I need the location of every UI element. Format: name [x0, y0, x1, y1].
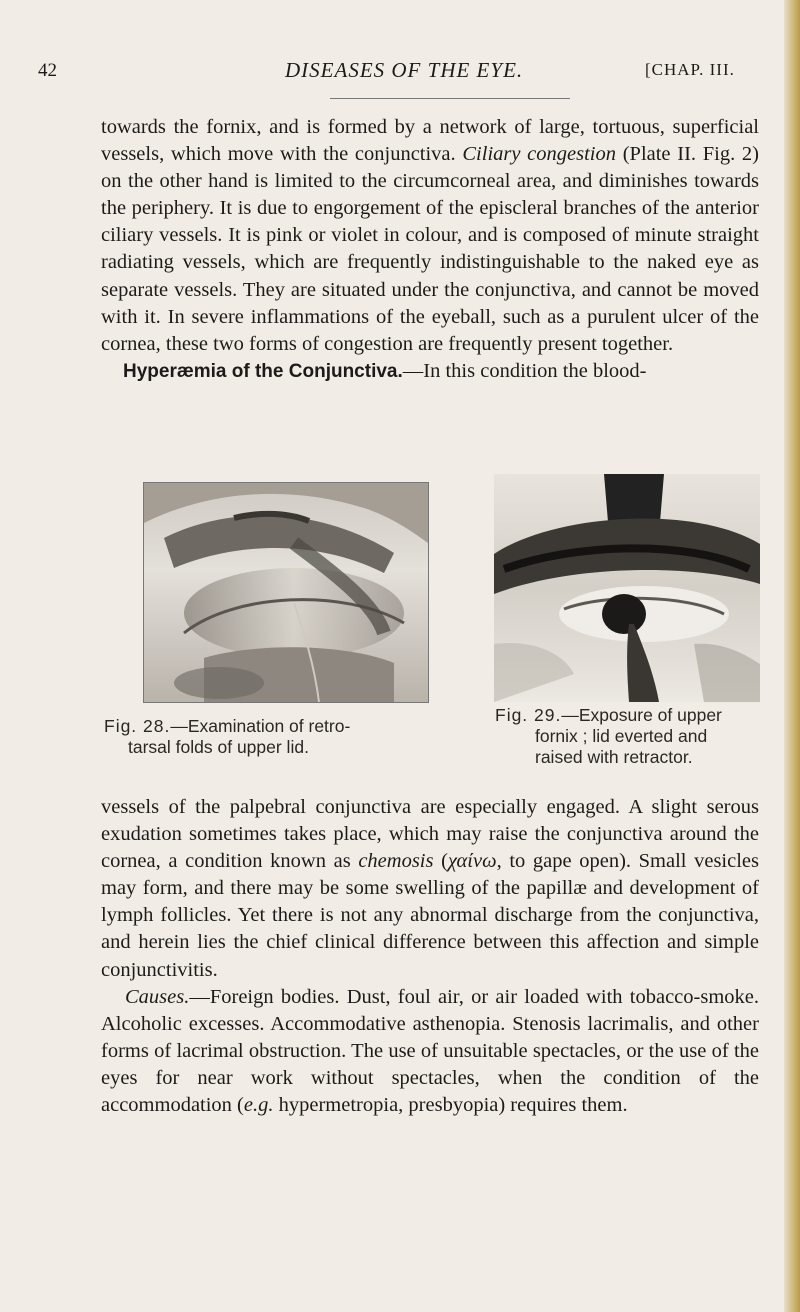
causes-heading: Causes. — [125, 986, 190, 1008]
term-ciliary-congestion: Ciliary congestion — [462, 143, 616, 166]
paragraph-causes: Causes.—Foreign bodies. Dust, foul air, or air loaded with tobacco-smoke. Alcoholic excesses. Accommodative asthenopia. Stenosis lacrimalis, and other forms of lacrimal obstruction. The use of unsuitable spectacles, or the use of the eyes for near work without spectacles, when the condition of the accommodation (e.g. hypermetropia, presbyopia) requires them. — [101, 986, 759, 1117]
paragraph-congestion: towards the fornix, and is formed by a network of large, tortuous, superficial vessels, which move with the conjunctiva. Ciliary congestion (Plate II. Fig. 2) on the other hand is limited to the circumcorneal area, and diminishes towards the periphery. It is due to engorgement of the episcleral branches of the anterior ciliary vessels. It is pink or violet in colour, and is composed of minute straight radiating vessels, which are frequently indistinguishable to the naked eye as separate vessels. They are situated under the conjunctiva, and cannot be moved with it. In severe inflammations of the eyeball, such as a purulent ulcer of the cornea, these two forms of congestion are frequently present together. Hyperæmia of the Conjunctiva.—In this condition the blood- — [101, 116, 759, 382]
greek-word: χαίνω — [447, 850, 497, 873]
figure-29-illustration — [494, 474, 760, 702]
header-rule — [0, 98, 800, 99]
page-number: 42 — [38, 60, 57, 81]
paragraph-hyperaemia: vessels of the palpebral conjunctiva are especially engaged. A slight serous exudation sometimes takes place, which may raise the conjunctiva around the cornea, a condition known as chemosis (χαίνω, to gape open). Small vesicles may form, and there may be some swelling of the papillæ and development of lymph follicles. Yet there is not any abnormal discharge from the conjunctiva, and herein lies the chief clinical difference between this affection and simple conjunctivitis. — [101, 796, 760, 981]
figure-29-caption: Fig. 29.—Exposure of upper fornix ; lid everted and raised with retractor. — [495, 705, 722, 767]
section-heading-hyperaemia: Hyperæmia of the Conjunctiva. — [123, 360, 403, 382]
term-chemosis: chemosis — [358, 850, 434, 873]
figure-28-label: Fig. 28. — [104, 716, 171, 736]
figure-29-label: Fig. 29. — [495, 705, 562, 725]
figure-28-illustration — [143, 482, 429, 703]
page-edge — [784, 0, 800, 1312]
running-head: DISEASES OF THE EYE. — [285, 58, 524, 82]
term-eg: e.g. — [243, 1094, 274, 1117]
figure-28-caption: Fig. 28.—Examination of retro- tarsal folds of upper lid. — [104, 716, 351, 757]
chapter-label: [CHAP. III. — [645, 60, 735, 79]
page-header — [0, 58, 800, 88]
